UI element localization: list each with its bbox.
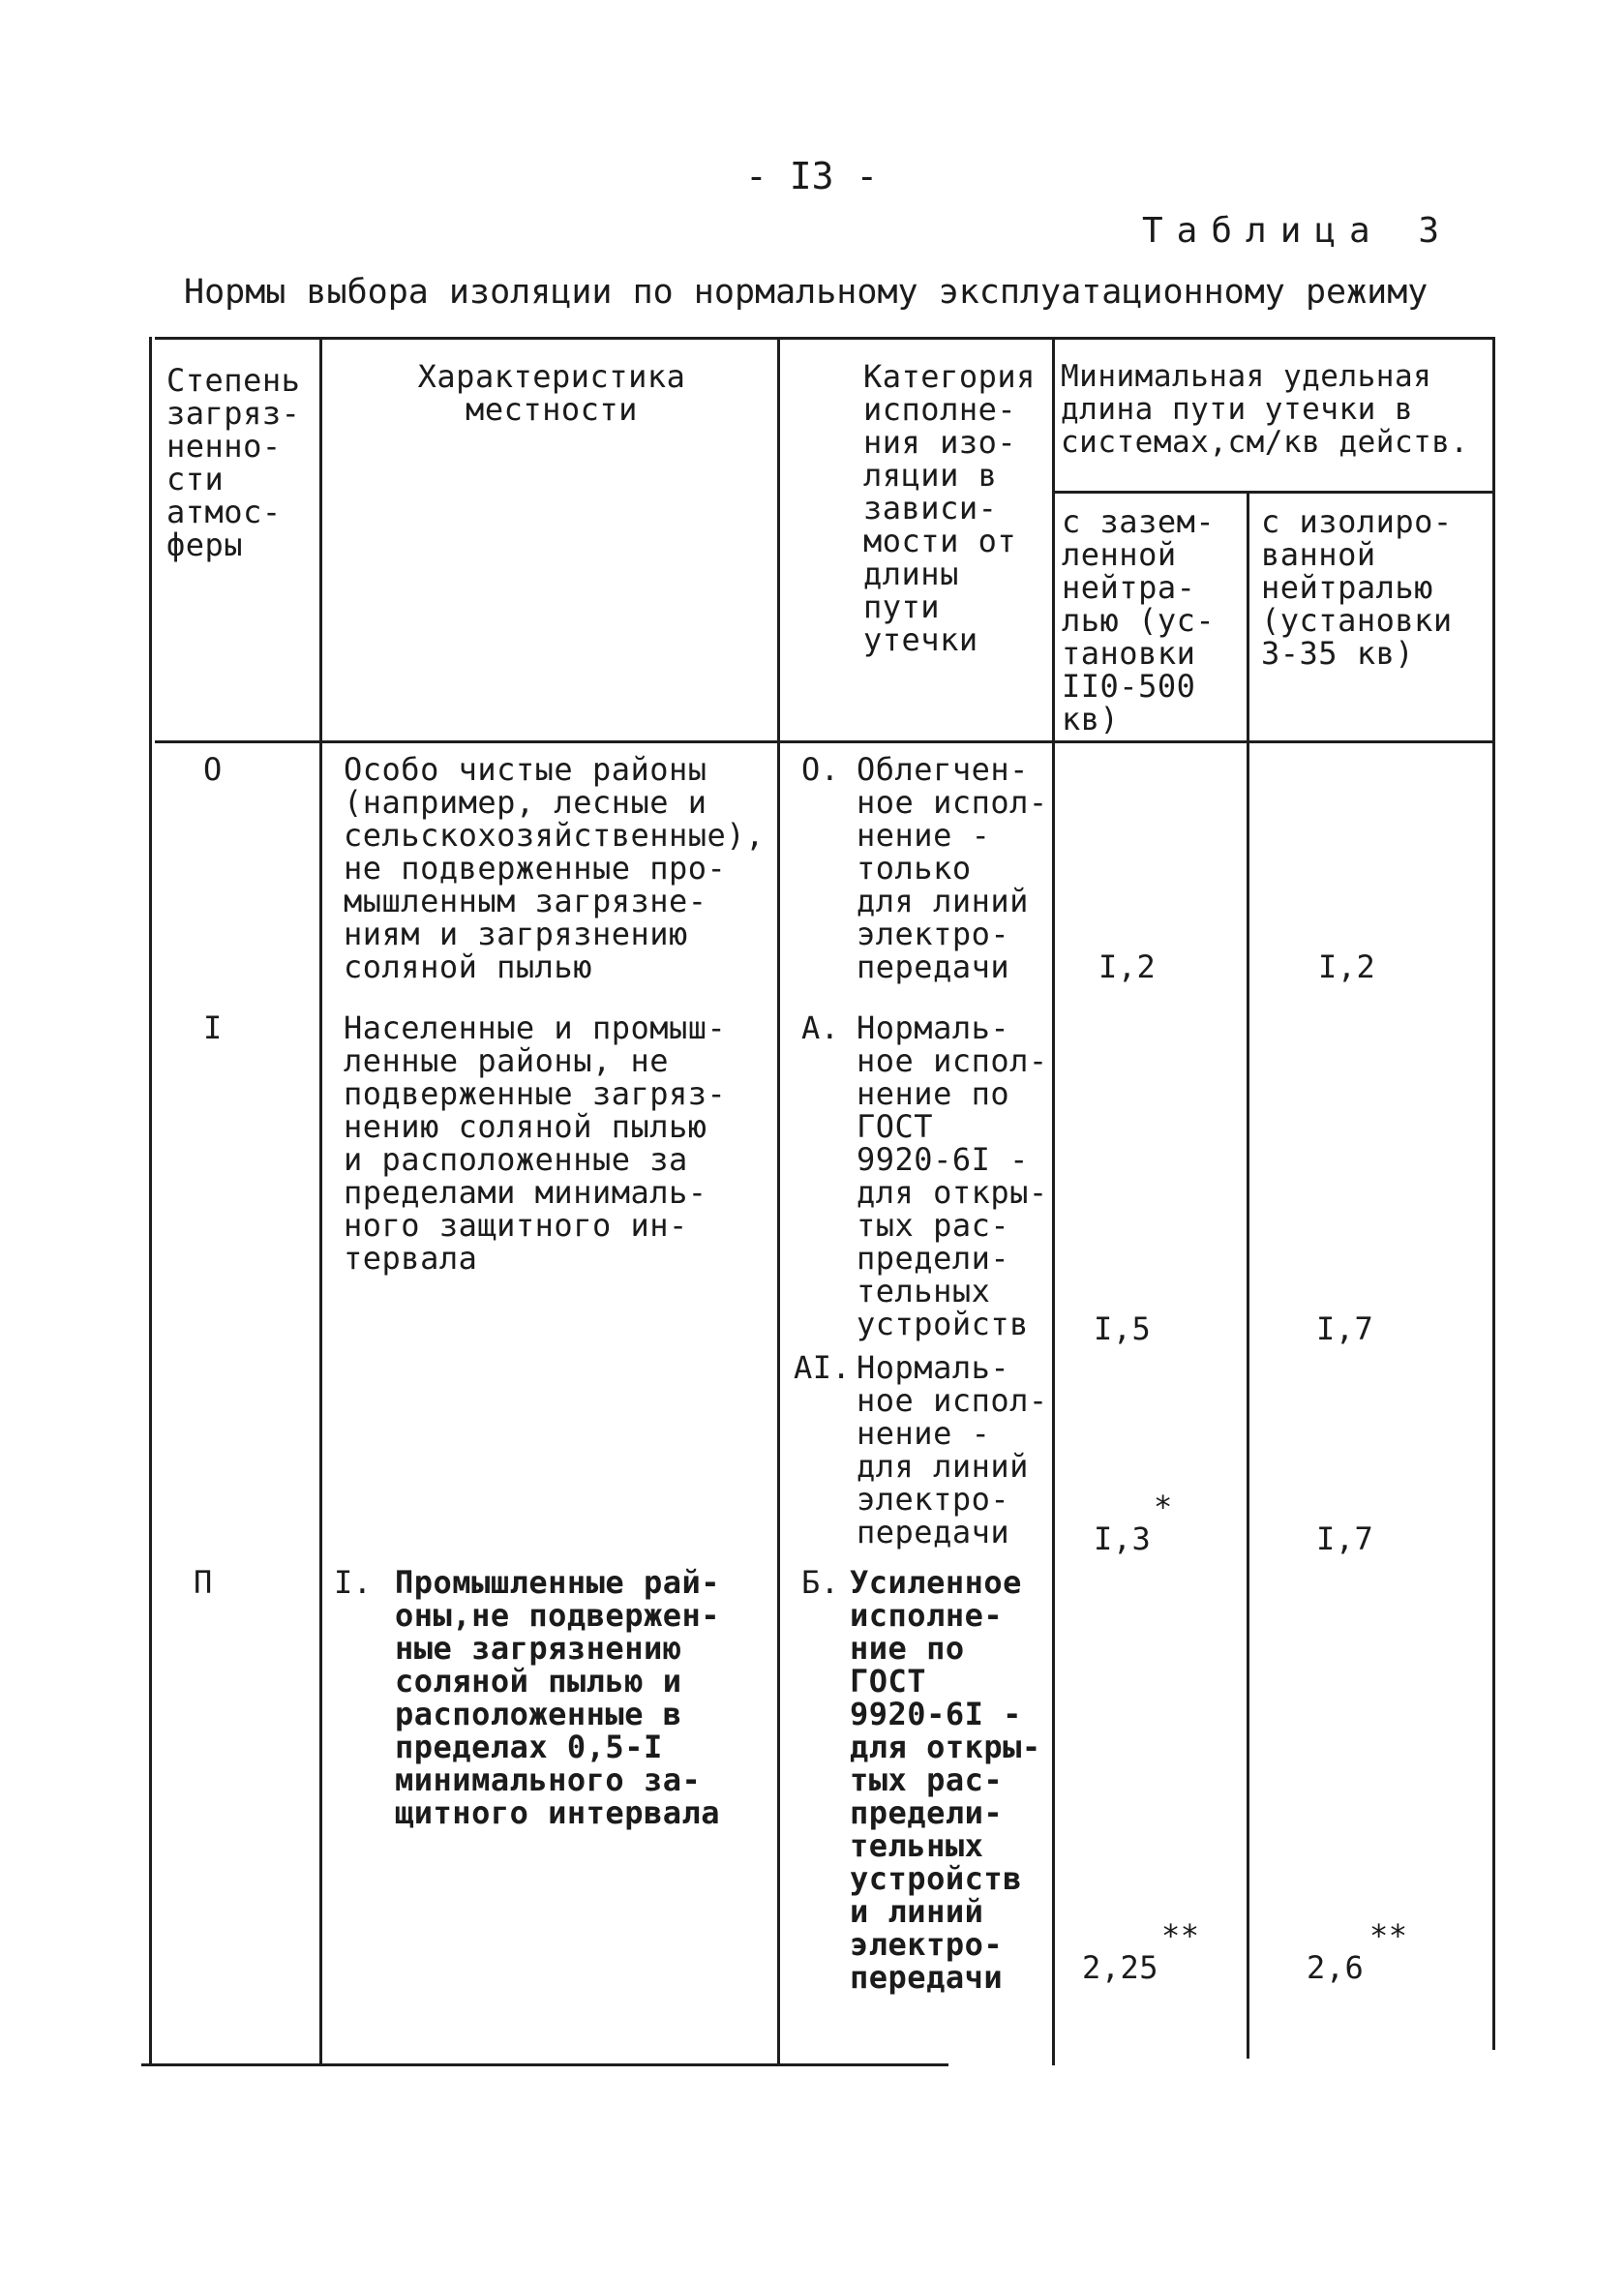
row-1-grounded-value: I,5 [1094,1310,1152,1347]
header-grounded: с зазем- ленной нейтра- лью (ус- тановки II0-500 кв) [1062,503,1216,737]
row-2-isolated-value: 2,6 [1307,1949,1365,1986]
row-2-degree: П [194,1564,213,1601]
row-1b-grounded-value: I,3 [1094,1520,1152,1557]
row-0-isolated-value: I,2 [1318,948,1376,985]
table-label: Таблица 3 [1142,211,1454,251]
row-0-characteristic: Особо чистые районы (например, лесные и сельскохозяйственные), не подверженные про- мышленным загрязне- ниям и загрязнению соляной пылью [344,751,765,985]
page-number: - I3 - [745,155,879,197]
col-divider-left [149,337,152,2065]
row-0-grounded-value: I,2 [1098,948,1157,985]
col-divider-characteristic [777,337,780,2065]
row-1b-grounded-footnote: * [1154,1489,1173,1525]
row-1b-category-code: АI. [794,1349,852,1386]
col-divider-grounded [1247,491,1249,2059]
col-divider-category [1052,337,1055,2065]
row-1-isolated-value: I,7 [1316,1310,1374,1347]
row-1-category-code: А. [801,1009,840,1046]
table-bottom-border-dashed [803,2063,948,2065]
header-characteristic: Характеристика местности [417,358,686,428]
row-2-characteristic-number: I. [334,1564,373,1601]
row-2-grounded-footnote: ** [1161,1917,1200,1954]
header-category: Категория исполне- ния изо- ляции в зависи- мости от длины пути утечки [863,358,1036,658]
row-0-degree: О [203,751,223,788]
row-2-grounded-value: 2,25 [1082,1949,1159,1986]
row-1b-category-text: Нормаль- ное испол- нение - для линий электро- передачи [857,1349,1048,1550]
row-2-characteristic: Промышленные рай- оны,не подвержен- ные загрязнению соляной пылью и расположенные в пределах 0,5-I минимального за- щитного интервала [395,1564,721,1831]
table-top-border [155,337,1495,340]
row-0-category-text: Облегчен- ное испол- нение - только для линий электро- передачи [857,751,1048,985]
header-degree: Степень загряз- ненно- сти атмос- феры [166,362,301,563]
header-min-length: Минимальная удельная длина пути утечки в системах,см/кв действ. [1061,359,1469,460]
header-isolated: с изолиро- ванной нейтралью (установки 3-35 кв) [1261,503,1453,672]
header-bottom-border [155,740,1495,743]
row-1-category-text: Нормаль- ное испол- нение по ГОСТ 9920-6I - для откры- тых рас- предели- тельных устройств [857,1009,1048,1342]
row-1b-isolated-value: I,7 [1316,1520,1374,1557]
row-1-degree: I [203,1009,223,1046]
row-2-isolated-footnote: ** [1369,1917,1408,1954]
min-length-header-border [1055,491,1495,494]
table-caption: Нормы выбора изоляции по нормальному эксплуатационному режиму [184,273,1429,312]
row-1-characteristic: Населенные и промыш- ленные районы, не подверженные загряз- нению соляной пылью и расположенные за пределами минималь- ного защитного ин- тервала [344,1009,727,1277]
col-divider-degree [319,337,322,2065]
row-2-category-code: Б. [801,1564,840,1601]
row-2-category-text: Усиленное исполне- ние по ГОСТ 9920-6I - для откры- тых рас- предели- тельных устройств и линий электро- передачи [850,1564,1041,1996]
col-divider-right [1492,337,1495,2050]
row-0-category-code: О. [801,751,840,788]
